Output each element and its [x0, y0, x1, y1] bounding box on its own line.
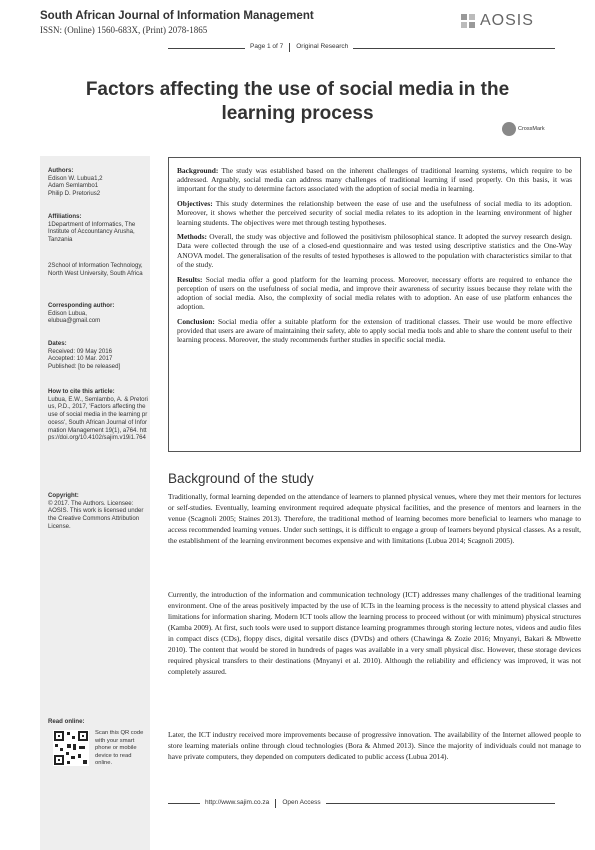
- open-access-label: Open Access: [282, 799, 321, 806]
- citation-block: [48, 388, 148, 442]
- authors-block: [48, 167, 148, 198]
- dates-label: Dates:: [48, 340, 67, 347]
- accepted-date: Accepted: 10 Mar. 2017: [48, 355, 113, 363]
- abstract-methods: [177, 232, 572, 269]
- abstract-results: [177, 275, 572, 312]
- results-label: Results:: [177, 274, 203, 284]
- abstract-objectives: [177, 199, 572, 227]
- corresponding-label: Corresponding author:: [48, 302, 115, 309]
- qr-code-icon[interactable]: [53, 730, 89, 766]
- conclusion-text: Social media offer a suitable platform for the extension of traditional classes. Their use would be more effective provided that users are aware of maintaining their safety, able to apply social media tools and able to share the content useful to their learning process. Moreover, the study recommends further studies in specific social media.: [177, 316, 572, 345]
- affiliation: 2School of Information Technology, North West University, South Africa: [48, 262, 143, 277]
- corresponding-author-block: [48, 302, 148, 325]
- logo-text: AOSIS: [480, 12, 534, 29]
- results-text: Social media offer a good platform for the learning process. Moreover, necessary efforts are required to enhance the perception of users on the usefulness of social media, and improve their awareness of security issues because they relate with the adoption of social media. Also, the complexity of social media relates with to adoption. An ease of use platform enhances the adoption.: [177, 274, 572, 312]
- objectives-text: This study determines the relationship between the ease of use and the usefulness of social media to its adoption. Moreover, it shows whether the perceived security of social media relates to its adoption in the learning environment of higher learning students. The objectives were met through testing hypotheses.: [177, 199, 572, 227]
- objectives-label: Objectives:: [177, 199, 213, 209]
- crossmark-button[interactable]: [502, 122, 545, 136]
- received-date: Received: 09 May 2016: [48, 347, 113, 355]
- body-paragraph: Traditionally, formal learning depended on the attendance of learners to planned physical venues, where they met their mentors for lectures or self-studies. Eventually, learning environment required adequate physical facilities, and the presence of mentors and learners in the venue (Scagnoli 2005; Staines 2013). Therefore, the traditional method of learning becomes more beneficial to learners who manage to access recommended learning venues. Under such settings, it is difficult to engage a group of learners beyond physical classes. As a result, the establishment of the learning environment becomes expensive and with limitations (Lubua 2014; Scagnoli 2005).: [168, 492, 581, 545]
- aosis-logo-icon: [460, 13, 476, 29]
- body-paragraph: Currently, the introduction of the information and communication technology (ICT) addresses many challenges of the traditional learning environment. One of the areas positively impacted by the use of ICTs in the learning process is the necessity to attend physical classes and limitations for information sharing. Modern ICT tools allow the learning process to proceed without (or with minimum) physical structures (Kamba 2009). At first, such tools were used to support distance learning programmes through storing lecture notes, videos and audio files in compact discs (CDs), floppy discs, digital versatile discs (DVDs) and others (Chawinga & Zozie 2016; Mnyanyi, Bakari & Mbwette 2010). The content that would be stored in hundreds of pages was available in a very small physical disc. However, these storage devices required physical transfers to their destinations (Mnyanyi et al. 2010). Although the reliability and efficiency was improved, it was not completely assured.: [168, 590, 581, 676]
- author-name[interactable]: Philip D. Pretorius2: [48, 190, 101, 198]
- citation-text: Lubua, E.W., Semlambo, A. & Pretorius, P.D., 2017, 'Factors affecting the use of social media in the learning process', South African Journal of Information Management 19(1), a764. https://doi.org/10.4102/sajim.v19i1.764: [48, 395, 148, 442]
- corresponding-email[interactable]: elubua@gmail.com: [48, 317, 101, 325]
- affiliations-label: Affiliations:: [48, 213, 82, 220]
- read-online-label: Read online:: [48, 718, 85, 725]
- read-online-block: [48, 718, 148, 726]
- crossmark-icon: [502, 122, 516, 136]
- crossmark-label: CrossMark: [518, 126, 545, 132]
- affiliations-block: [48, 213, 148, 244]
- journal-name: South African Journal of Information Management: [40, 10, 314, 22]
- copyright-text: © 2017. The Authors. Licensee: AOSIS. This work is licensed under the Creative Commons Attribution License.: [48, 499, 144, 530]
- abstract-conclusion: [177, 317, 572, 345]
- conclusion-label: Conclusion:: [177, 316, 215, 326]
- journal-url-link[interactable]: http://www.sajim.co.za: [205, 799, 270, 806]
- body-paragraph: Later, the ICT industry received more improvements because of progressive innovation. The availability of the Internet allowed people to store learning materials online through cloud technologies (Bora & Ahmed 2013). Since the majority of individuals could not manage to have private computers, they depended on computers dedicated to public access (Lubua 2014).: [168, 730, 581, 761]
- abstract-background: [177, 166, 572, 194]
- background-text: The study was established based on the inherent challenges of traditional learning systems, which require to be addressed. Arguably, social media can address many challenges of traditional learning if used properly. On this basis, it was important for the study to determine factors associated with the adoption of social media in learning.: [177, 166, 572, 194]
- methods-text: Overall, the study was objective and followed the positivism philosophical stance. It adopted the survey research design. Data were collected through the use of a closed-end questionnaire and was tested using descriptive statistics and the One-Way ANOVA model. The generalisation of the results of tested hypotheses is allowed to the population with characteristics similar to that of the study.: [177, 232, 572, 269]
- affiliations-block-2: [48, 262, 148, 277]
- issn: ISSN: (Online) 1560-683X, (Print) 2078-1865: [40, 25, 208, 35]
- divider: [275, 799, 276, 808]
- footer: [200, 799, 326, 808]
- section-heading: Background of the study: [168, 471, 314, 486]
- background-label: Background:: [177, 166, 219, 175]
- copyright-label: Copyright:: [48, 492, 79, 499]
- corresponding-name: Edison Lubua,: [48, 309, 87, 317]
- qr-instructions: Scan this QR code with your smart phone or mobile device to read online.: [95, 730, 144, 766]
- dates-block: [48, 340, 148, 371]
- divider: [289, 43, 290, 52]
- article-type: Original Research: [296, 43, 349, 50]
- publisher-logo: [460, 12, 534, 30]
- affiliation: 1Department of Informatics, The Institute of Accountancy Arusha, Tanzania: [48, 220, 136, 244]
- author-name[interactable]: Edison W. Lubua1,2: [48, 174, 103, 182]
- copyright-block: [48, 492, 148, 531]
- header-rule: [168, 48, 555, 49]
- page-number: Page 1 of 7: [250, 43, 284, 50]
- methods-label: Methods:: [177, 232, 207, 242]
- published-date: Published: [to be released]: [48, 363, 121, 371]
- authors-label: Authors:: [48, 167, 74, 174]
- article-title: Factors affecting the use of social media in the learning process: [85, 79, 510, 124]
- author-name[interactable]: Adam Semlambo1: [48, 182, 99, 190]
- citation-label: How to cite this article:: [48, 388, 115, 395]
- abstract-box: [168, 157, 581, 452]
- page-info: [245, 43, 353, 52]
